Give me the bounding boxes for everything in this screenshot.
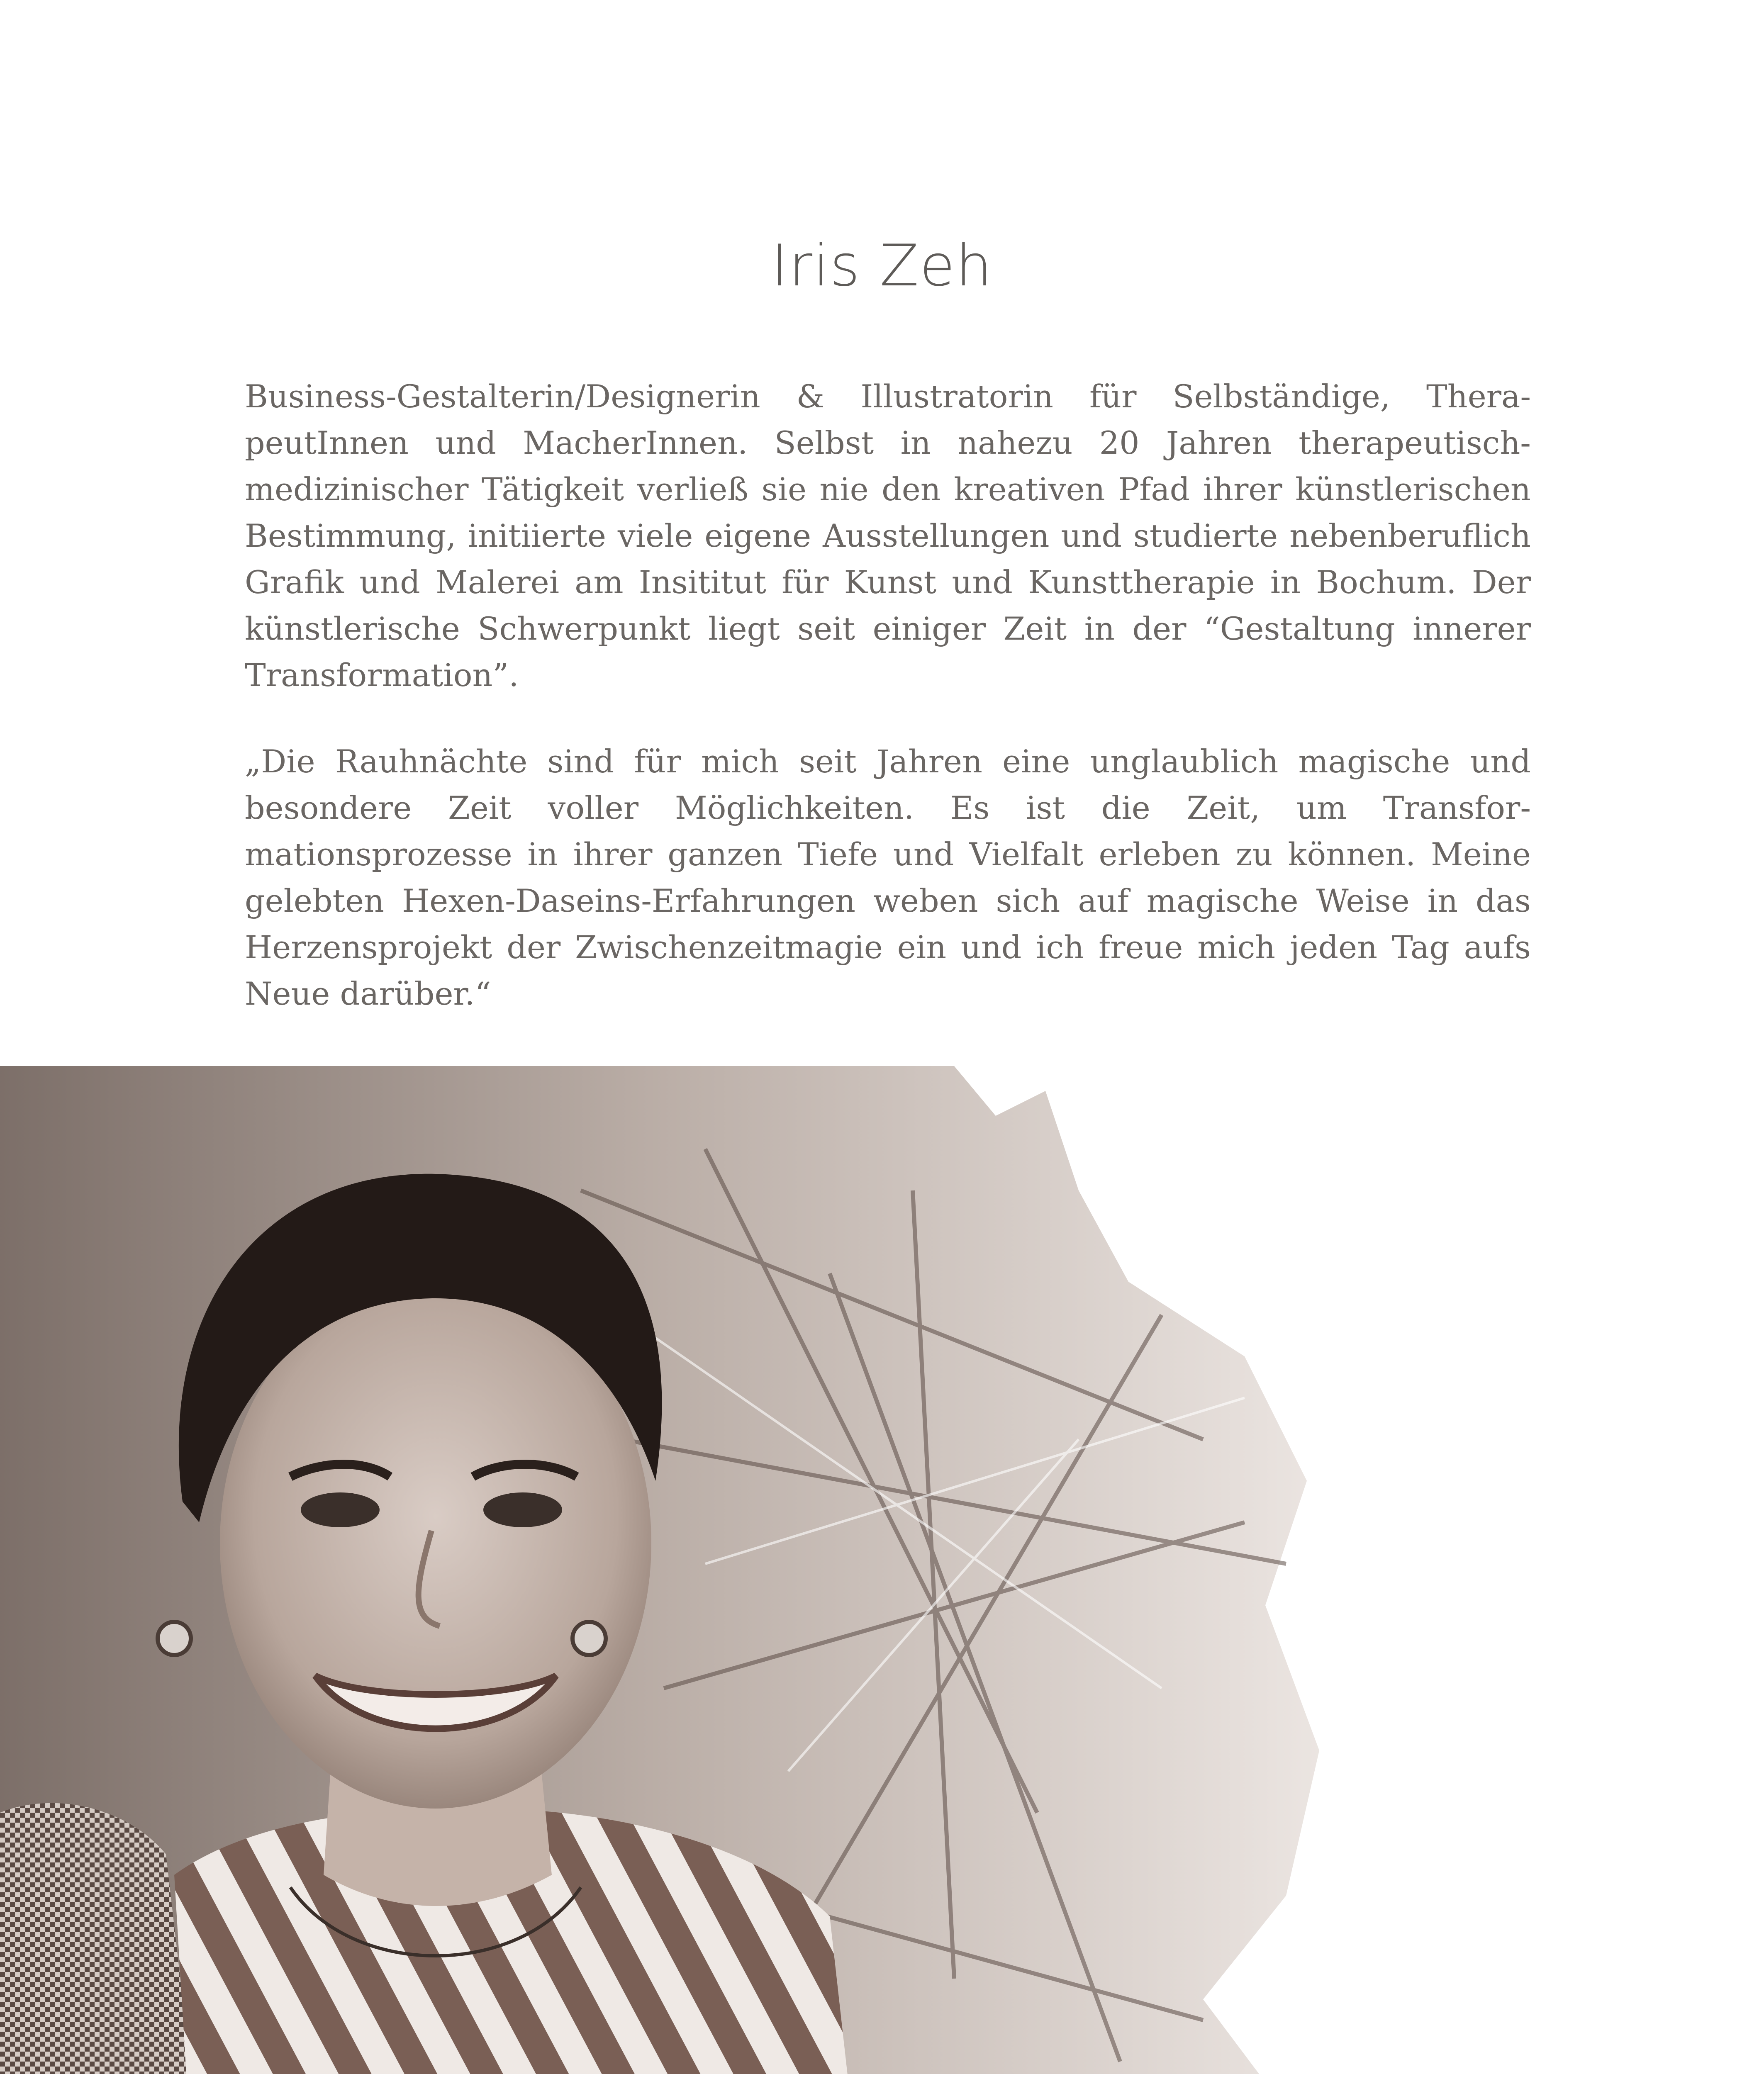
page-title: Iris Zeh — [771, 232, 993, 299]
portrait-photo — [0, 1066, 1328, 2074]
bio-paragraph: Business-Gestalterin/Designerin & Illustratorin für Selbständige, TherapeutInnen und MacherInnen. Selbst in nahezu 20 Jahren therapeutisch-medizinischer Tätigkeit verließ sie nie den kreativen Pfad ihrer künstlerischen Bestimmung, initiierte viele eigene Ausstellungen und studierte nebenberuflich Grafik und Malerei am Insititut für Kunst und Kunsttherapie in Bochum. Der künstlerische Schwerpunkt liegt seit einiger Zeit in der “Gestaltung innerer Transformation”. — [245, 378, 1531, 694]
quote-paragraph: „Die Rauhnächte sind für mich seit Jahren eine unglaublich magische und besondere Zeit voller Möglichkeiten. Es ist die Zeit, um Transformationsprozesse in ihrer ganzen Tiefe und Vielfalt erleben zu können. Meine gelebten Hexen-Daseins-Erfahrungen weben sich auf magische Weise in das Herzensprojekt der Zwischenzeitmagie ein und ich freue mich jeden Tag aufs Neue darüber.“ — [245, 743, 1531, 1012]
